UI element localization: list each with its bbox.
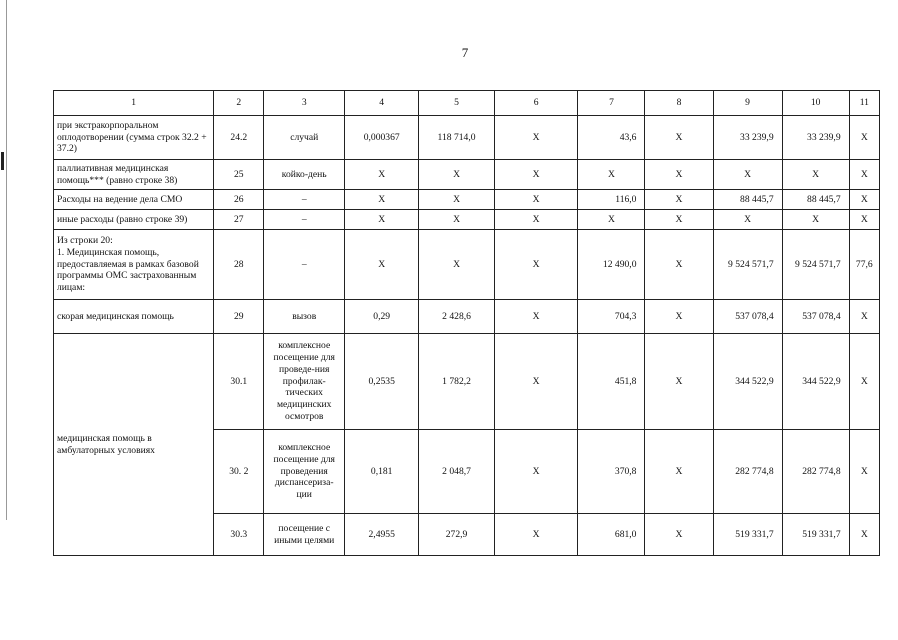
value-cell-c8: Х: [645, 210, 713, 230]
value-cell-c9: 88 445,7: [713, 190, 782, 210]
value-cell-c8: Х: [645, 116, 713, 160]
value-cell-c8: Х: [645, 190, 713, 210]
value-cell-c8: Х: [645, 334, 713, 430]
value-cell-c5: Х: [419, 190, 494, 210]
row-number-cell: 30.1: [214, 334, 264, 430]
value-cell-c5: Х: [419, 210, 494, 230]
value-cell-c11: Х: [849, 116, 879, 160]
row-name-cell: иные расходы (равно строке 39): [54, 210, 214, 230]
table-row: [54, 210, 880, 230]
scan-edge-bar: [1, 152, 4, 170]
value-cell-c11: Х: [849, 210, 879, 230]
value-cell-c11: Х: [849, 190, 879, 210]
value-cell-c7: 12 490,0: [578, 230, 645, 300]
row-number-cell: 26: [214, 190, 264, 210]
header-cell: 5: [419, 91, 494, 116]
value-cell-c9: 519 331,7: [713, 514, 782, 556]
row-number-cell: 30. 2: [214, 430, 264, 514]
value-cell-c6: Х: [494, 210, 578, 230]
row-number-cell: 28: [214, 230, 264, 300]
value-cell-c5: Х: [419, 160, 494, 190]
group-name-cell: медицинская помощь в амбулаторных условиях: [54, 334, 214, 556]
header-cell: 1: [54, 91, 214, 116]
value-cell-c11: Х: [849, 160, 879, 190]
value-cell-c6: Х: [494, 514, 578, 556]
value-cell-c9: 537 078,4: [713, 300, 782, 334]
value-cell-c5: Х: [419, 230, 494, 300]
page-number: 7: [461, 45, 469, 60]
value-cell-c5: 1 782,2: [419, 334, 494, 430]
value-cell-c7: 451,8: [578, 334, 645, 430]
row-name-cell: Расходы на ведение дела СМО: [54, 190, 214, 210]
value-cell-c10: 33 239,9: [782, 116, 849, 160]
header-cell: 6: [494, 91, 578, 116]
value-cell-c10: 519 331,7: [782, 514, 849, 556]
value-cell-c4: Х: [345, 230, 419, 300]
row-name-cell: при экстракорпоральном оплодотворении (сумма строк 32.2 + 37.2): [54, 116, 214, 160]
value-cell-c9: Х: [713, 160, 782, 190]
unit-cell: вызов: [264, 300, 345, 334]
value-cell-c10: Х: [782, 210, 849, 230]
header-row: [54, 91, 880, 116]
value-cell-c7: 370,8: [578, 430, 645, 514]
header-cell: 11: [849, 91, 879, 116]
value-cell-c10: 282 774,8: [782, 430, 849, 514]
scan-edge-mark: [0, 0, 7, 520]
value-cell-c5: 2 428,6: [419, 300, 494, 334]
value-cell-c6: Х: [494, 300, 578, 334]
value-cell-c4: 2,4955: [345, 514, 419, 556]
value-cell-c8: Х: [645, 230, 713, 300]
row-number-cell: 25: [214, 160, 264, 190]
table-row: [54, 160, 880, 190]
value-cell-c6: Х: [494, 116, 578, 160]
value-cell-c4: Х: [345, 190, 419, 210]
value-cell-c7: Х: [578, 160, 645, 190]
table-row: [54, 334, 880, 430]
unit-cell: посещение с иными целями: [264, 514, 345, 556]
table-row: [54, 116, 880, 160]
value-cell-c9: 282 774,8: [713, 430, 782, 514]
value-cell-c6: Х: [494, 430, 578, 514]
value-cell-c9: 9 524 571,7: [713, 230, 782, 300]
value-cell-c4: 0,2535: [345, 334, 419, 430]
row-number-cell: 24.2: [214, 116, 264, 160]
value-cell-c7: 116,0: [578, 190, 645, 210]
value-cell-c11: Х: [849, 300, 879, 334]
value-cell-c9: Х: [713, 210, 782, 230]
value-cell-c10: Х: [782, 160, 849, 190]
value-cell-c10: 88 445,7: [782, 190, 849, 210]
header-cell: 3: [264, 91, 345, 116]
value-cell-c10: 537 078,4: [782, 300, 849, 334]
header-cell: 2: [214, 91, 264, 116]
unit-cell: комплексное посещение для проведения диспансериза-ции: [264, 430, 345, 514]
value-cell-c11: 77,6: [849, 230, 879, 300]
value-cell-c10: 344 522,9: [782, 334, 849, 430]
value-cell-c8: Х: [645, 514, 713, 556]
value-cell-c11: Х: [849, 334, 879, 430]
value-cell-c8: Х: [645, 160, 713, 190]
value-cell-c6: Х: [494, 334, 578, 430]
financial-table: [53, 90, 880, 556]
row-number-cell: 29: [214, 300, 264, 334]
table-row: [54, 190, 880, 210]
unit-cell: –: [264, 190, 345, 210]
table-row: [54, 300, 880, 334]
value-cell-c4: 0,29: [345, 300, 419, 334]
value-cell-c8: Х: [645, 430, 713, 514]
header-cell: 9: [713, 91, 782, 116]
row-number-cell: 30.3: [214, 514, 264, 556]
value-cell-c4: 0,000367: [345, 116, 419, 160]
value-cell-c4: 0,181: [345, 430, 419, 514]
table-row: [54, 230, 880, 300]
header-cell: 8: [645, 91, 713, 116]
value-cell-c9: 33 239,9: [713, 116, 782, 160]
row-name-cell: паллиативная медицинская помощь*** (равно строке 38): [54, 160, 214, 190]
value-cell-c4: Х: [345, 160, 419, 190]
value-cell-c5: 2 048,7: [419, 430, 494, 514]
unit-cell: –: [264, 210, 345, 230]
value-cell-c9: 344 522,9: [713, 334, 782, 430]
value-cell-c11: Х: [849, 430, 879, 514]
value-cell-c5: 272,9: [419, 514, 494, 556]
value-cell-c6: Х: [494, 190, 578, 210]
unit-cell: койко-день: [264, 160, 345, 190]
header-cell: 4: [345, 91, 419, 116]
value-cell-c7: 704,3: [578, 300, 645, 334]
value-cell-c10: 9 524 571,7: [782, 230, 849, 300]
value-cell-c4: Х: [345, 210, 419, 230]
value-cell-c7: 681,0: [578, 514, 645, 556]
value-cell-c6: Х: [494, 230, 578, 300]
value-cell-c7: Х: [578, 210, 645, 230]
value-cell-c8: Х: [645, 300, 713, 334]
value-cell-c7: 43,6: [578, 116, 645, 160]
unit-cell: случай: [264, 116, 345, 160]
unit-cell: –: [264, 230, 345, 300]
row-number-cell: 27: [214, 210, 264, 230]
value-cell-c11: Х: [849, 514, 879, 556]
value-cell-c5: 118 714,0: [419, 116, 494, 160]
header-cell: 10: [782, 91, 849, 116]
unit-cell: комплексное посещение для проведе-ния профилак-тических медицинских осмотров: [264, 334, 345, 430]
row-name-cell: скорая медицинская помощь: [54, 300, 214, 334]
row-name-cell: Из строки 20: 1. Медицинская помощь, предоставляемая в рамках базовой программы ОМС застрахованным лицам:: [54, 230, 214, 300]
header-cell: 7: [578, 91, 645, 116]
value-cell-c6: Х: [494, 160, 578, 190]
